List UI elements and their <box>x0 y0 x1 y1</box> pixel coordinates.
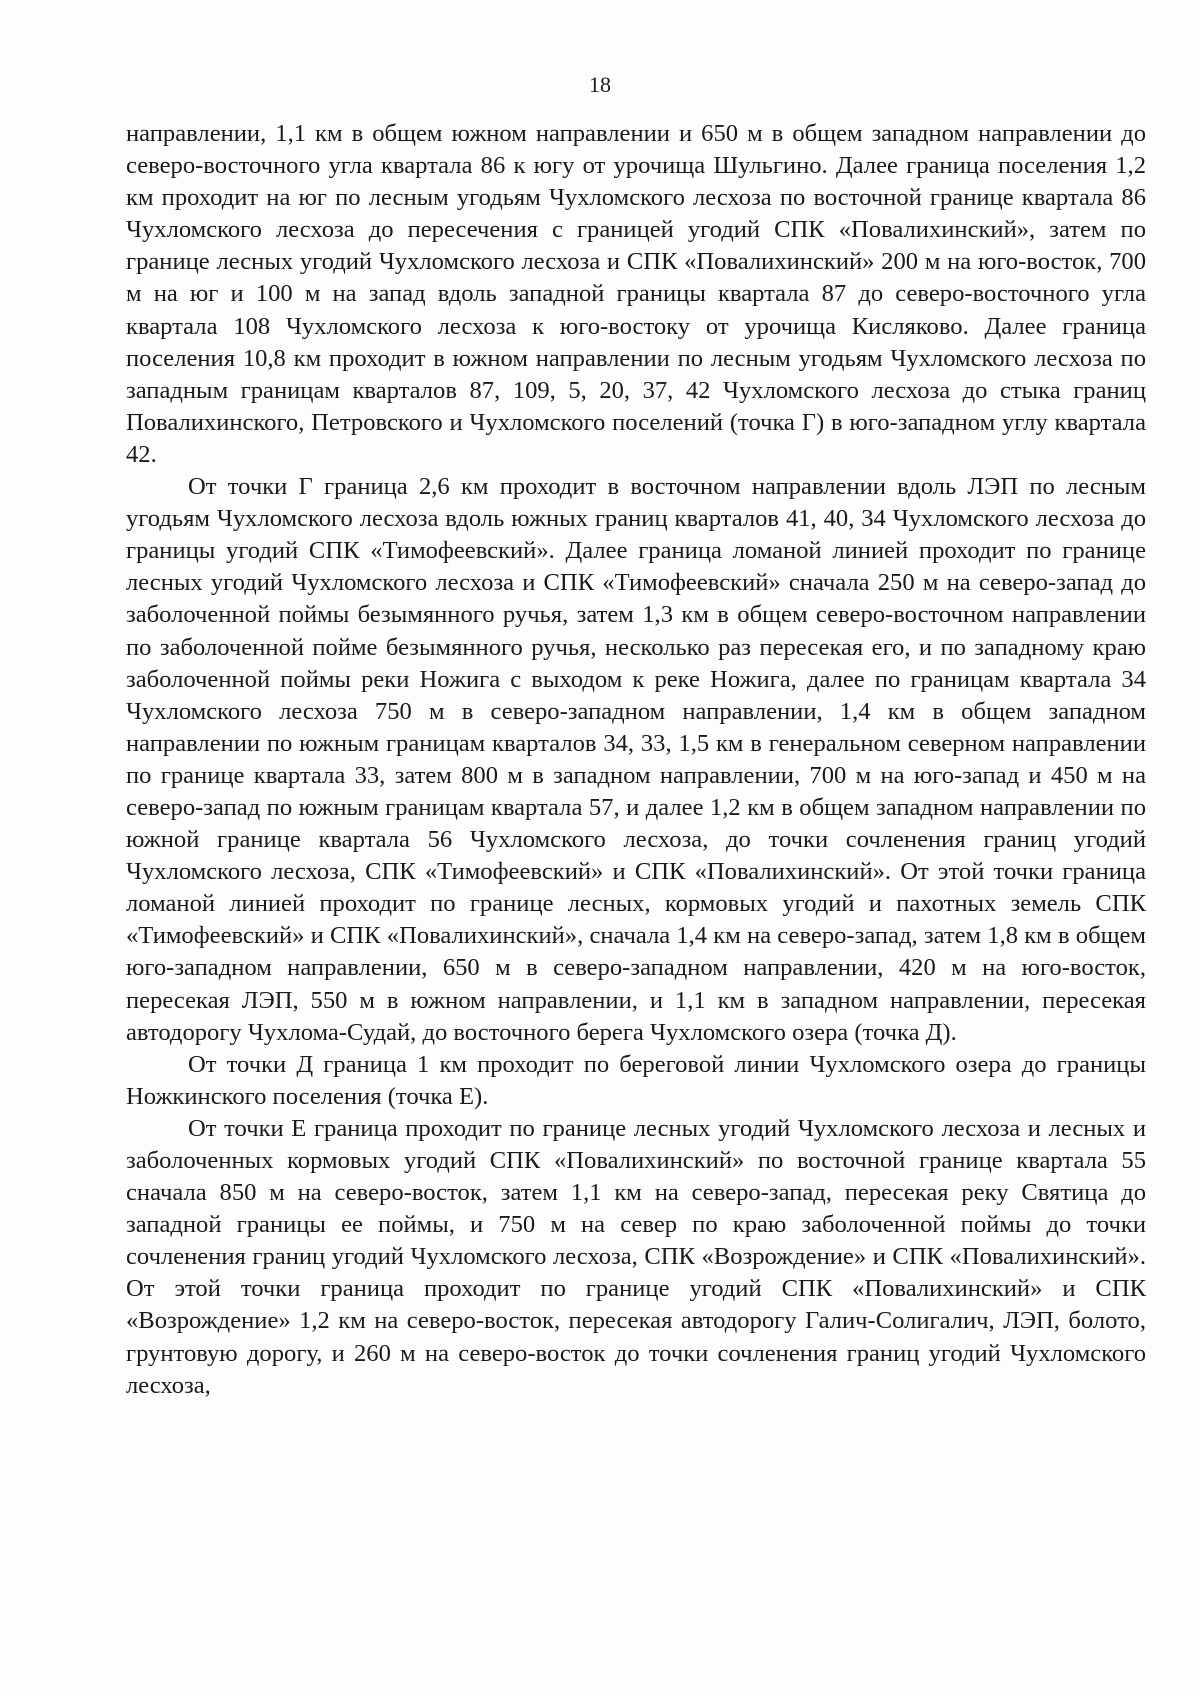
paragraph-point-g: От точки Г граница 2,6 км проходит в восточном направлении вдоль ЛЭП по лесным угодьям Чухломского лесхоза вдоль южных границ кварталов 41, 40, 34 Чухломского лесхоза до границы угодий СПК «Тимофеевский». Далее граница ломаной линией проходит по границе лесных угодий Чухломского лесхоза и СПК «Тимофеевский» сначала 250 м на северо-запад до заболоченной поймы безымянного ручья, затем 1,3 км в общем северо-восточном направлении по заболоченной пойме безымянного ручья, несколько раз пересекая его, и по западному краю заболоченной поймы реки Ножига с выходом к реке Ножига, далее по границам квартала 34 Чухломского лесхоза 750 м в северо-западном направлении, 1,4 км в общем западном направлении по южным границам кварталов 34, 33, 1,5 км в генеральном северном направлении по границе квартала 33, затем 800 м в западном направлении, 700 м на юго-запад и 450 м на северо-запад по южным границам квартала 57, и далее 1,2 км в общем западном направлении по южной границе квартала 56 Чухломского лесхоза, до точки сочленения границ угодий Чухломского лесхоза, СПК «Тимофеевский» и СПК «Повалихинский». От этой точки граница ломаной линией проходит по границе лесных, кормовых угодий и пахотных земель СПК «Тимофеевский» и СПК «Повалихинский», сначала 1,4 км на северо-запад, затем 1,8 км в общем юго-западном направлении, 650 м в северо-западном направлении, 420 м на юго-восток, пересекая ЛЭП, 550 м в южном направлении, и 1,1 км в западном направлении, пересекая автодорогу Чухлома-Судай, до восточного берега Чухломского озера (точка Д). <box>126 473 1146 1046</box>
page-number: 18 <box>589 72 611 97</box>
document-body <box>126 118 1146 1402</box>
paragraph-point-e: От точки Е граница проходит по границе лесных угодий Чухломского лесхоза и лесных и заболоченных кормовых угодий СПК «Повалихинский» по восточной границе квартала 55 сначала 850 м на северо-восток, затем 1,1 км на северо-запад, пересекая реку Святица до западной границы ее поймы, и 750 м на север по краю заболоченной поймы до точки сочленения границ угодий Чухломского лесхоза, СПК «Возрождение» и СПК «Повалихинский». От этой точки граница проходит по границе угодий СПК «Повалихинский» и СПК «Возрождение» 1,2 км на северо-восток, пересекая автодорогу Галич-Солигалич, ЛЭП, болото, грунтовую дорогу, и 260 м на северо-восток до точки сочленения границ угодий Чухломского лесхоза, <box>126 1114 1146 1399</box>
paragraph-continued: направлении, 1,1 км в общем южном направлении и 650 м в общем западном направлении до северо-восточного угла квартала 86 к югу от урочища Шульгино. Далее граница поселения 1,2 км проходит на юг по лесным угодьям Чухломского лесхоза по восточной границе квартала 86 Чухломского лесхоза до пересечения с границей угодий СПК «Повалихинский», затем по границе лесных угодий Чухломского лесхоза и СПК «Повалихинский» 200 м на юго-восток, 700 м на юг и 100 м на запад вдоль западной границы квартала 87 до северо-восточного угла квартала 108 Чухломского лесхоза к юго-востоку от урочища Кисляково. Далее граница поселения 10,8 км проходит в южном направлении по лесным угодьям Чухломского лесхоза по западным границам кварталов 87, 109, 5, 20, 37, 42 Чухломского лесхоза до стыка границ Повалихинского, Петровского и Чухломского поселений (точка Г) в юго-западном углу квартала 42. <box>126 120 1146 468</box>
paragraph-point-d: От точки Д граница 1 км проходит по береговой линии Чухломского озера до границы Ножкинского поселения (точка Е). <box>126 1050 1146 1110</box>
